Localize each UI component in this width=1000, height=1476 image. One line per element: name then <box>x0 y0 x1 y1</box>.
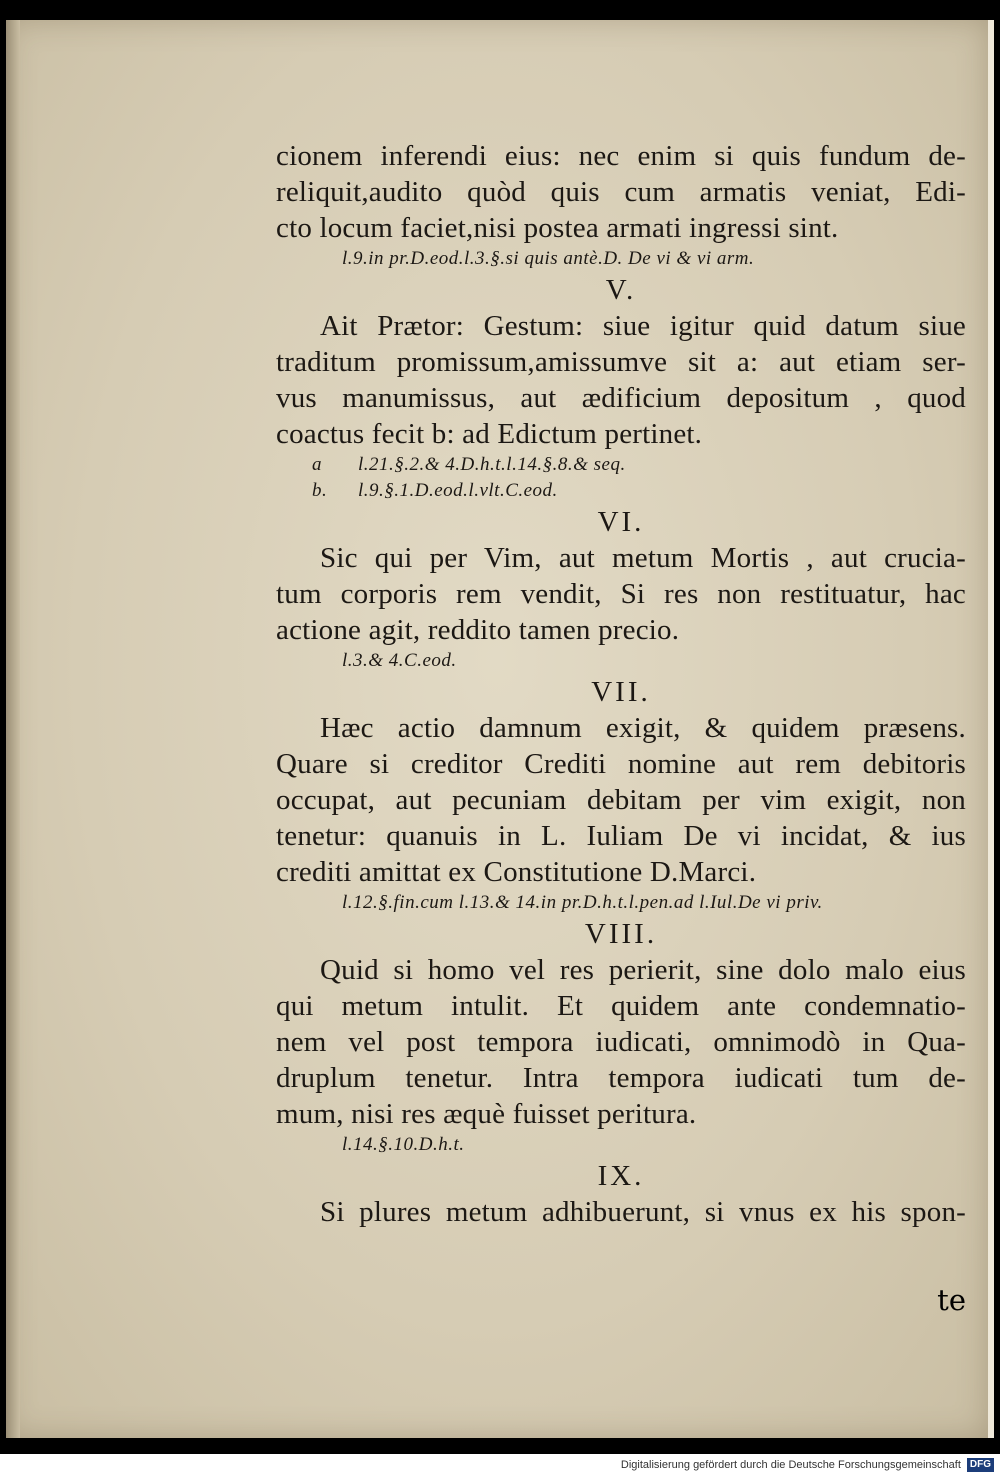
text-line: crediti amittat ex Constitutione D.Marci. <box>276 856 757 888</box>
section-number: V. <box>605 274 637 306</box>
page-edge <box>988 20 994 1438</box>
text-line: coactus fecit b: ad Edictum pertinet. <box>276 418 703 450</box>
text-line: nem vel post tempora iudicati, omnimodò in Qua- <box>276 1026 966 1058</box>
footer-credit: Digitalisierung gefördert durch die Deutsche Forschungsgemeinschaft <box>620 1459 961 1471</box>
text-line: Quid si homo vel res perierit, sine dolo malo eius <box>320 954 966 986</box>
text-line: Ait Prætor: Gestum: siue igitur quid datum siue <box>320 310 966 342</box>
text-line: mum, nisi res æquè fuisset peritura. <box>276 1098 697 1130</box>
text-line: cionem inferendi eius: nec enim si quis fundum de- <box>276 140 966 172</box>
section-number: IX. <box>597 1160 645 1192</box>
text-line: Quare si creditor Crediti nomine aut rem debitoris <box>276 748 966 780</box>
text-line: tum corporis rem vendit, Si res non restituatur, hac <box>276 578 966 610</box>
book-page <box>6 20 994 1438</box>
text-line: vus manumissus, aut ædificium depositum , quod <box>276 382 966 414</box>
page-text-block <box>276 138 966 1230</box>
footer-bar <box>0 1454 1000 1476</box>
footnote-mark: b. <box>312 480 328 501</box>
text-line: tenetur: quanuis in L. Iuliam De vi incidat, & ius <box>276 820 966 852</box>
section-number: VIII. <box>584 918 658 950</box>
text-line: occupat, aut pecuniam debitam per vim exigit, non <box>276 784 966 816</box>
text-line: druplum tenetur. Intra tempora iudicati tum de- <box>276 1062 966 1094</box>
catchword: te <box>937 1283 966 1317</box>
footnote-line <box>276 478 966 504</box>
page-spine-shadow <box>6 20 20 1438</box>
citation-line: l.14.§.10.D.h.t. <box>342 1134 465 1155</box>
citation-line: l.12.§.fin.cum l.13.& 14.in pr.D.h.t.l.pen.ad l.Iul.De vi priv. <box>342 892 823 913</box>
text-line: traditum promissum,amissumve sit a: aut etiam ser- <box>276 346 966 378</box>
footnote-mark: a <box>312 454 322 475</box>
text-line: cto locum faciet,nisi postea armati ingressi sint. <box>276 212 839 244</box>
section-number: VII. <box>591 676 651 708</box>
text-line: Hæc actio damnum exigit, & quidem præsens. <box>320 712 966 744</box>
dfg-logo: DFG <box>967 1458 994 1472</box>
text-line: actione agit, reddito tamen precio. <box>276 614 680 646</box>
text-line: qui metum intulit. Et quidem ante condemnatio- <box>276 990 966 1022</box>
footnote-line <box>276 452 966 478</box>
section-number: VI. <box>597 506 645 538</box>
footnote-text: l.21.§.2.& 4.D.h.t.l.14.§.8.& seq. <box>358 454 626 475</box>
citation-line: l.9.in pr.D.eod.l.3.§.si quis antè.D. De vi & vi arm. <box>342 248 755 269</box>
citation-line: l.3.& 4.C.eod. <box>342 650 457 671</box>
footnote-text: l.9.§.1.D.eod.l.vlt.C.eod. <box>358 480 558 501</box>
text-line: reliquit,audito quòd quis cum armatis veniat, Edi- <box>276 176 966 208</box>
text-line: Sic qui per Vim, aut metum Mortis , aut crucia- <box>320 542 966 574</box>
text-line: Si plures metum adhibuerunt, si vnus ex his spon- <box>320 1196 966 1228</box>
